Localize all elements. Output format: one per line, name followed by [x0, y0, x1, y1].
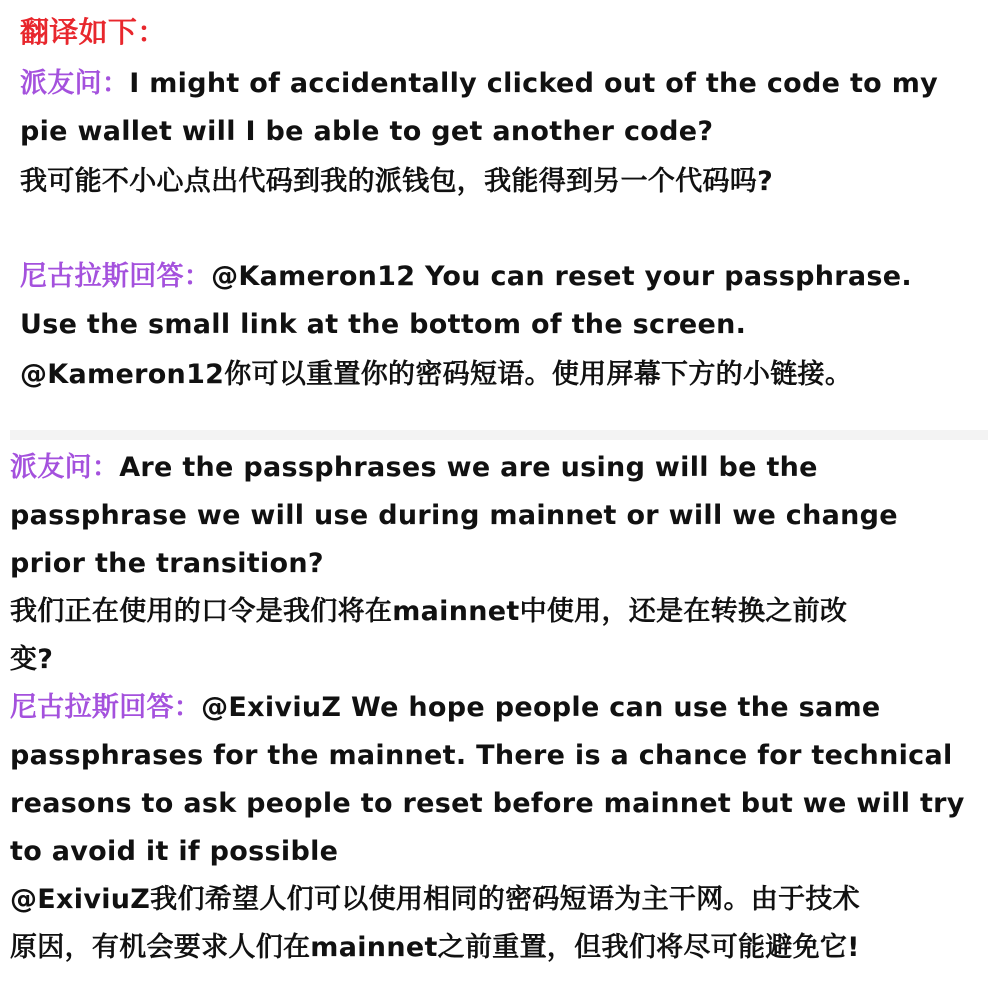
question-2-translation-line-1: 我们正在使用的口令是我们将在mainnet中使用，还是在转换之前改	[10, 596, 848, 627]
translation-block-1	[0, 0, 998, 392]
asker-label: 派友问：	[20, 68, 130, 99]
question-1-translation: 我可能不小心点出代码到我的派钱包，我能得到另一个代码吗?	[20, 166, 774, 197]
answer-2-translation-line-1: @ExiviuZ我们希望人们可以使用相同的密码短语为主干网。由于技术	[10, 884, 860, 915]
answerer-label: 尼古拉斯回答：	[20, 261, 212, 292]
question-2-translation-line-2: 变?	[10, 644, 54, 675]
section-divider	[0, 394, 998, 416]
answer-2-line-1: 尼古拉斯回答：@ExiviuZ We hope people can use the same	[10, 692, 881, 723]
answer-1-translation: @Kameron12你可以重置你的密码短语。使用屏幕下方的小链接。	[20, 359, 853, 390]
question-1-line-1: 派友问：I might of accidentally clicked out of the code to my	[20, 68, 939, 99]
answerer-label: 尼古拉斯回答：	[10, 692, 202, 723]
answer-2-line-4: to avoid it if possible	[10, 836, 339, 867]
answer-1-line-2: Use the small link at the bottom of the screen.	[20, 309, 747, 340]
question-1-line-2: pie wallet will I be able to get another code?	[20, 116, 714, 147]
translation-block-2	[0, 440, 998, 990]
question-2-line-2: passphrase we will use during mainnet or will we change	[10, 500, 898, 531]
page-title: 翻译如下：	[20, 15, 167, 49]
asker-label: 派友问：	[10, 452, 120, 483]
answer-2-translation-line-2: 原因，有机会要求人们在mainnet之前重置，但我们将尽可能避免它!	[10, 932, 860, 963]
answer-2-line-2: passphrases for the mainnet. There is a chance for technical	[10, 740, 953, 771]
question-2-line-3: prior the transition?	[10, 548, 324, 579]
answer-2-line-3: reasons to ask people to reset before mainnet but we will try	[10, 788, 965, 819]
question-2-line-1: 派友问：Are the passphrases we are using will be the	[10, 452, 818, 483]
answer-1-line-1: 尼古拉斯回答：@Kameron12 You can reset your passphrase.	[20, 261, 912, 292]
